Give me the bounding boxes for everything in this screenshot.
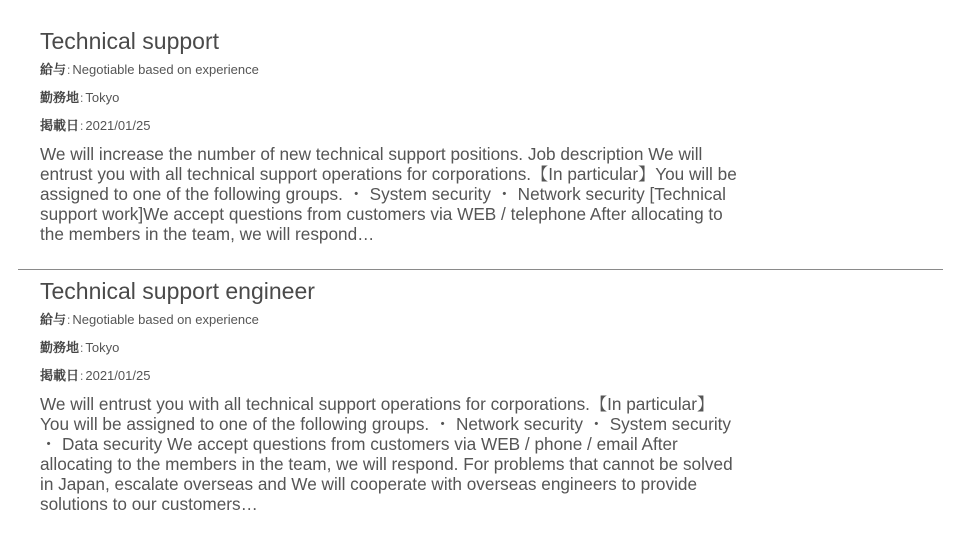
listing-divider (18, 269, 943, 270)
location-value: Tokyo (85, 90, 120, 105)
location-label: 勤務地 (40, 90, 80, 105)
posted-date-value: 2021/01/25 (85, 368, 151, 383)
meta-separator: : (67, 63, 71, 77)
salary-label: 給与 (40, 312, 67, 327)
location-value: Tokyo (85, 340, 120, 355)
posted-date-label: 掲載日 (40, 118, 80, 133)
salary-label: 給与 (40, 62, 67, 77)
posted-date-row (40, 368, 740, 384)
salary-value: Negotiable based on experience (72, 62, 259, 77)
meta-separator: : (80, 91, 84, 105)
posted-date-value: 2021/01/25 (85, 118, 151, 133)
job-description: We will increase the number of new technical support positions. Job description We will entrust you with all technical support operations for corporations.【In particular】You will be assigned to one of the following groups. ・ System security ・ Network security [Technical support work]We accept questions from customers via WEB / telephone After allocating to the members in the team, we will respond… (40, 144, 737, 244)
job-title-link[interactable]: Technical support (40, 28, 219, 54)
salary-row (40, 62, 740, 78)
meta-separator: : (80, 341, 84, 355)
job-description: We will entrust you with all technical support operations for corporations.【In particular】You will be assigned to one of the following groups. ・ Network security ・ System security ・ Data security We accept questions from customers via WEB / phone / email After allocating to the members in the team, we will respond. For problems that cannot be solved in Japan, escalate overseas and We will cooperate with overseas engineers to provide solutions to our customers… (40, 394, 733, 514)
salary-value: Negotiable based on experience (72, 312, 259, 327)
meta-separator: : (80, 369, 84, 383)
salary-row (40, 312, 740, 328)
location-label: 勤務地 (40, 340, 80, 355)
meta-separator: : (67, 313, 71, 327)
posted-date-row (40, 118, 740, 134)
job-listing (40, 26, 740, 244)
posted-date-label: 掲載日 (40, 368, 80, 383)
meta-separator: : (80, 119, 84, 133)
job-title-link[interactable]: Technical support engineer (40, 278, 315, 304)
location-row (40, 340, 740, 356)
job-listing (40, 276, 740, 514)
location-row (40, 90, 740, 106)
